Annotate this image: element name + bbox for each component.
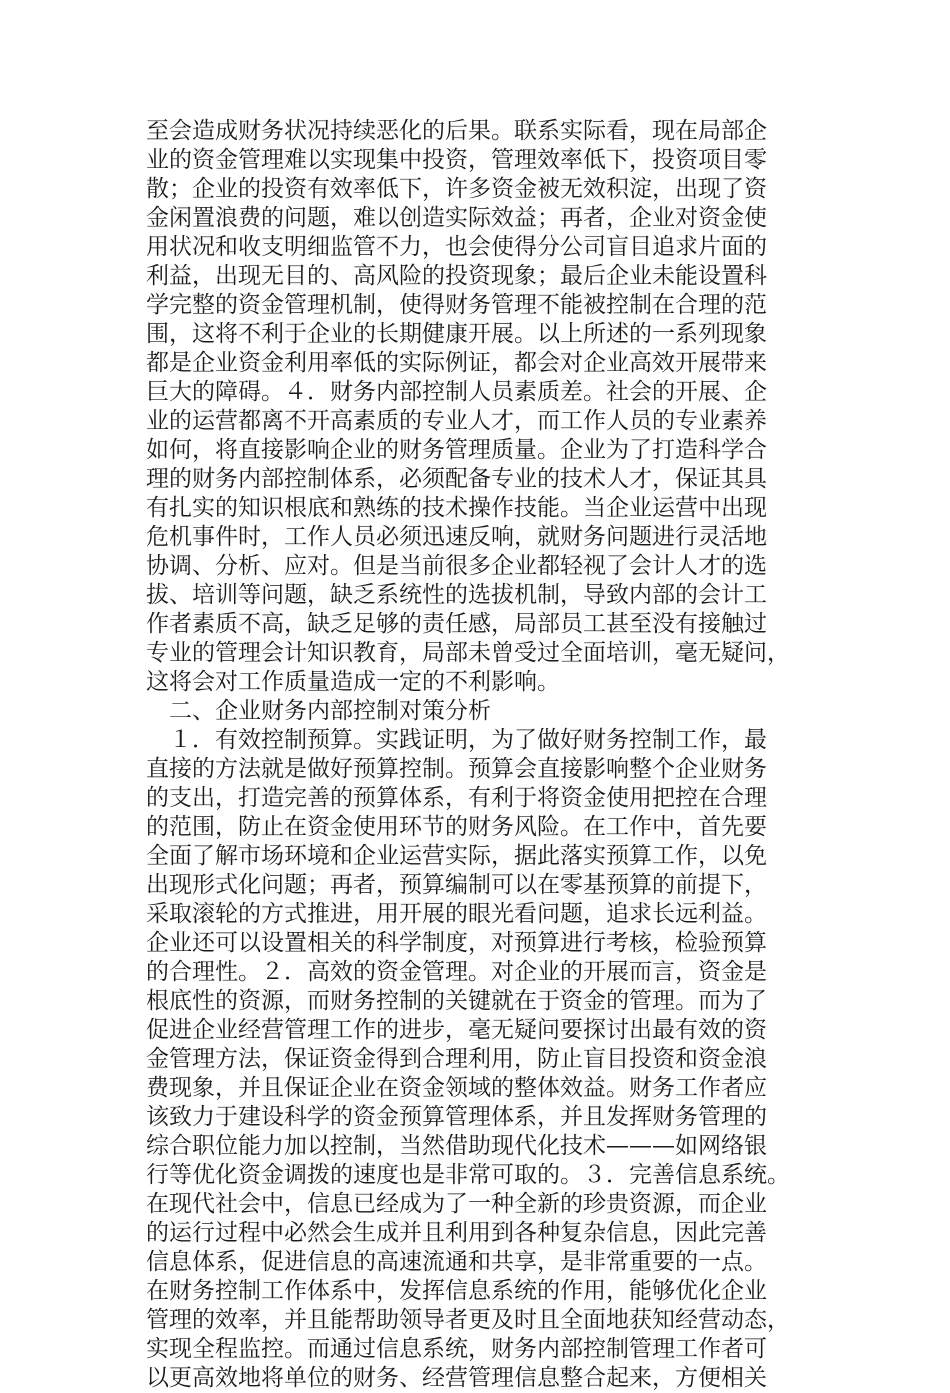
- text-line: 信息体系，促进信息的高速流通和共享，是非常重要的一点。: [146, 1249, 767, 1275]
- text-line: 有扎实的知识根底和熟练的技术操作技能。当企业运营中出现: [146, 495, 767, 521]
- text-line: 散；企业的投资有效率低下，许多资金被无效积淀，出现了资: [146, 176, 767, 202]
- text-line: 出现形式化问题；再者，预算编制可以在零基预算的前提下，: [146, 872, 767, 898]
- text-line: 用状况和收支明细监管不力，也会使得分公司盲目追求片面的: [146, 234, 767, 260]
- text-line: 的运行过程中必然会生成并且利用到各种复杂信息，因此完善: [146, 1220, 767, 1246]
- text-line: 费现象，并且保证企业在资金领域的整体效益。财务工作者应: [146, 1075, 767, 1101]
- text-line: 全面了解市场环境和企业运营实际，据此落实预算工作，以免: [146, 843, 767, 869]
- text-line: 围，这将不利于企业的长期健康开展。以上所述的一系列现象: [146, 321, 767, 347]
- text-line: 业的运营都离不开高素质的专业人才，而工作人员的专业素养: [146, 408, 767, 434]
- text-line: 企业还可以设置相关的科学制度，对预算进行考核，检验预算: [146, 930, 767, 956]
- text-line: 该致力于建设科学的资金预算管理体系，并且发挥财务管理的: [146, 1104, 767, 1130]
- text-line: 的支出，打造完善的预算体系，有利于将资金使用把控在合理: [146, 785, 767, 811]
- text-line: 的范围，防止在资金使用环节的财务风险。在工作中，首先要: [146, 814, 767, 840]
- text-line: 以更高效地将单位的财务、经营管理信息整合起来，方便相关: [146, 1365, 767, 1391]
- text-line: 如何，将直接影响企业的财务管理质量。企业为了打造科学合: [146, 437, 767, 463]
- text-line: １．有效控制预算。实践证明，为了做好财务控制工作，最: [169, 727, 767, 753]
- text-line: 的合理性。２．高效的资金管理。对企业的开展而言，资金是: [146, 959, 767, 985]
- text-line: 促进企业经营管理工作的进步，毫无疑问要探讨出最有效的资: [146, 1017, 767, 1043]
- text-line: 业的资金管理难以实现集中投资，管理效率低下，投资项目零: [146, 147, 767, 173]
- text-line: 根底性的资源，而财务控制的关键就在于资金的管理。而为了: [146, 988, 767, 1014]
- text-line: 在现代社会中，信息已经成为了一种全新的珍贵资源，而企业: [146, 1191, 767, 1217]
- text-line: 实现全程监控。而通过信息系统，财务内部控制管理工作者可: [146, 1336, 767, 1362]
- text-line: 学完整的资金管理机制，使得财务管理不能被控制在合理的范: [146, 292, 767, 318]
- text-line: 行等优化资金调拨的速度也是非常可取的。３．完善信息系统。: [146, 1162, 790, 1188]
- text-line: 拔、培训等问题，缺乏系统性的选拔机制，导致内部的会计工: [146, 582, 767, 608]
- text-line: 专业的管理会计知识教育，局部未曾受过全面培训，毫无疑问，: [146, 640, 790, 666]
- text-line: 金管理方法，保证资金得到合理利用，防止盲目投资和资金浪: [146, 1046, 767, 1072]
- text-line: 利益，出现无目的、高风险的投资现象；最后企业未能设置科: [146, 263, 767, 289]
- document-body: [146, 117, 810, 1393]
- text-line: 巨大的障碍。４．财务内部控制人员素质差。社会的开展、企: [146, 379, 767, 405]
- text-line: 这将会对工作质量造成一定的不利影响。: [146, 669, 560, 695]
- text-line: 管理的效率，并且能帮助领导者更及时且全面地获知经营动态，: [146, 1307, 790, 1333]
- text-line: 危机事件时，工作人员必须迅速反响，就财务问题进行灵活地: [146, 524, 767, 550]
- section-heading: 二、企业财务内部控制对策分析: [169, 698, 491, 724]
- text-line: 在财务控制工作体系中，发挥信息系统的作用，能够优化企业: [146, 1278, 767, 1304]
- text-line: 协调、分析、应对。但是当前很多企业都轻视了会计人才的选: [146, 553, 767, 579]
- text-line: 理的财务内部控制体系，必须配备专业的技术人才，保证其具: [146, 466, 767, 492]
- text-line: 都是企业资金利用率低的实际例证，都会对企业高效开展带来: [146, 350, 767, 376]
- text-line: 直接的方法就是做好预算控制。预算会直接影响整个企业财务: [146, 756, 767, 782]
- text-line: 采取滚轮的方式推进，用开展的眼光看问题，追求长远利益。: [146, 901, 767, 927]
- text-line: 至会造成财务状况持续恶化的后果。联系实际看，现在局部企: [146, 118, 767, 144]
- text-line: 金闲置浪费的问题，难以创造实际效益；再者，企业对资金使: [146, 205, 767, 231]
- text-line: 作者素质不高，缺乏足够的责任感，局部员工甚至没有接触过: [146, 611, 767, 637]
- text-line: 综合职位能力加以控制，当然借助现代化技术———如网络银: [146, 1133, 767, 1159]
